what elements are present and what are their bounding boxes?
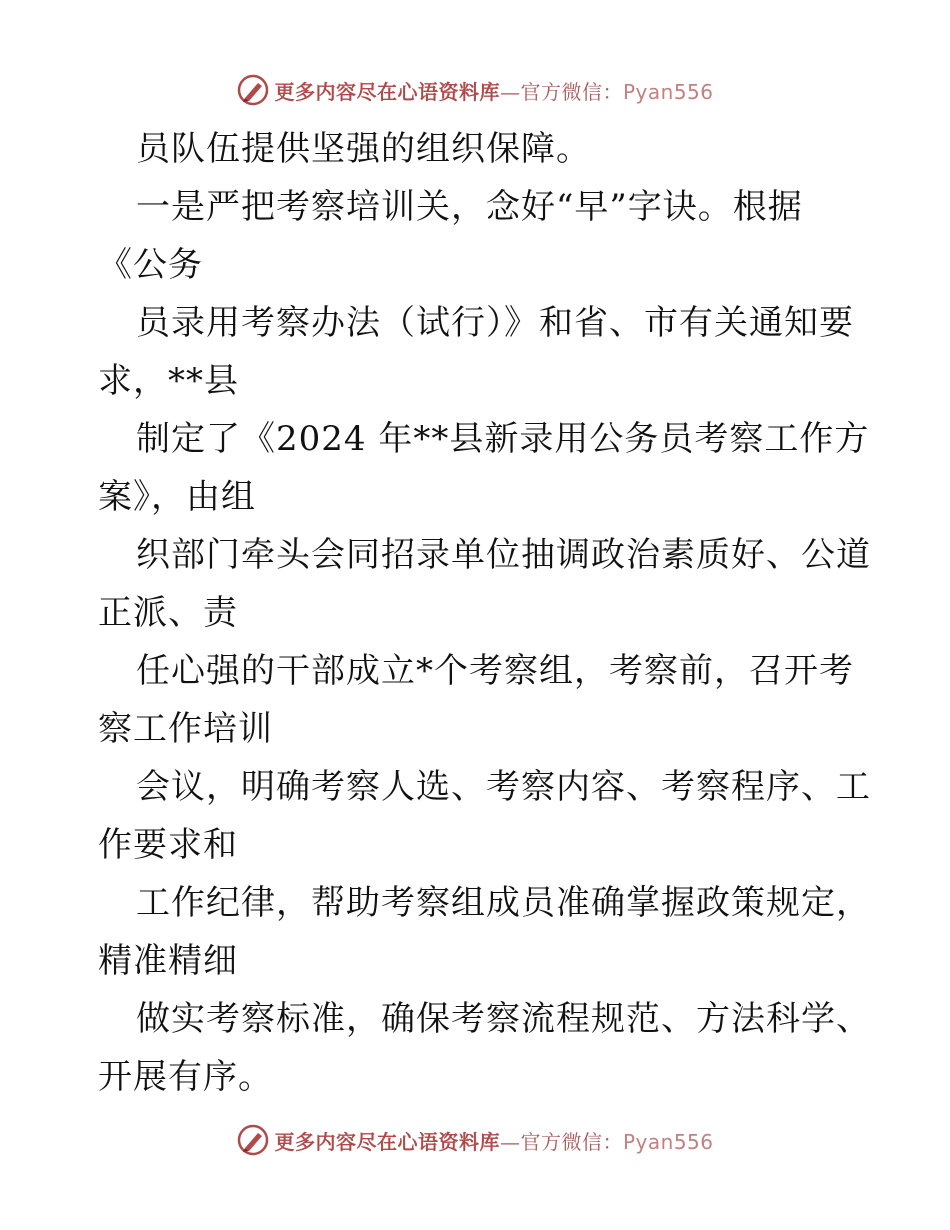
text-line: 一是严把考察培训关，念好“早”字诀。根据 — [136, 187, 803, 227]
footer-banner — [0, 1120, 950, 1160]
text-line: 员队伍提供坚强的组织保障。 — [136, 129, 591, 169]
pen-logo-icon — [236, 1123, 270, 1157]
pen-logo-icon — [236, 73, 270, 107]
text-line: 织部门牵头会同招录单位抽调政治素质好、公道 — [136, 535, 871, 575]
text-line: 任心强的干部成立*个考察组，考察前，召开考 — [136, 651, 854, 691]
banner-wechat-id: Pyan556 — [622, 1129, 714, 1154]
banner-wechat-id: Pyan556 — [622, 79, 714, 104]
text-line: 正派、责 — [98, 593, 238, 633]
text-line: 作要求和 — [98, 825, 238, 865]
text-line: 制定了《2024 年**县新录用公务员考察工作方 — [136, 419, 870, 459]
text-line: 工作纪律，帮助考察组成员准确掌握政策规定， — [136, 883, 871, 923]
header-banner — [0, 70, 950, 110]
banner-main-text: 更多内容尽在心语资料库 — [274, 79, 500, 104]
banner-label: 官方微信： — [520, 79, 623, 104]
banner-text — [274, 76, 713, 105]
text-line: 做实考察标准，确保考察流程规范、方法科学、 — [136, 999, 871, 1039]
text-line: 察工作培训 — [98, 709, 273, 749]
banner-separator: — — [499, 1129, 521, 1154]
text-line: 会议，明确考察人选、考察内容、考察程序、工 — [136, 767, 871, 807]
text-line: 《公务 — [98, 245, 203, 285]
banner-label: 官方微信： — [520, 1129, 623, 1154]
text-line: 员录用考察办法（试行）》和省、市有关通知要 — [136, 303, 854, 343]
banner-separator: — — [499, 79, 521, 104]
document-body — [98, 120, 871, 1106]
text-line: 求，**县 — [98, 361, 239, 401]
text-line: 开展有序。 — [98, 1057, 273, 1097]
banner-main-text: 更多内容尽在心语资料库 — [274, 1129, 500, 1154]
text-line: 精准精细 — [98, 941, 238, 981]
banner-text — [274, 1126, 713, 1155]
text-line: 案》，由组 — [98, 477, 256, 517]
